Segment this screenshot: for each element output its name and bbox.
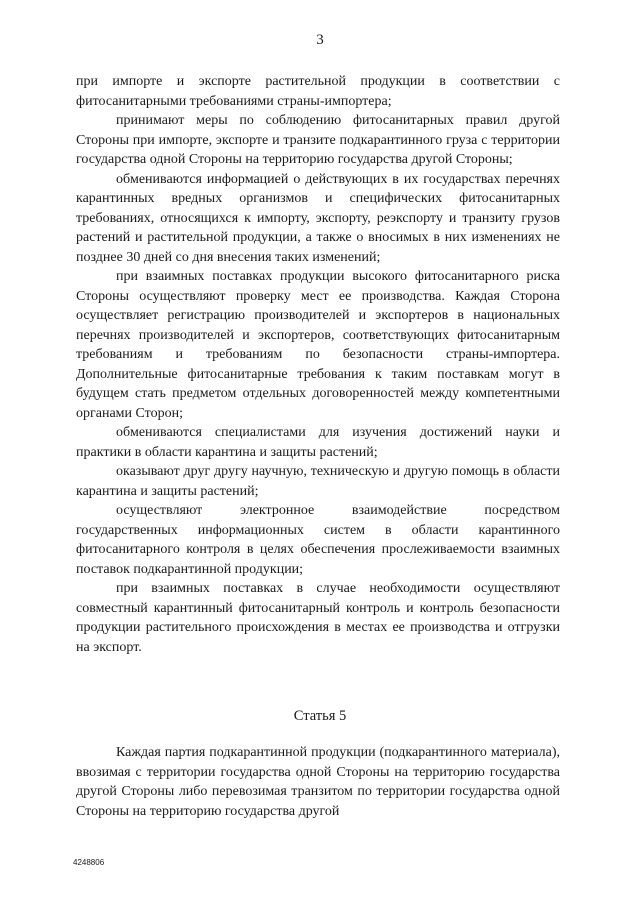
document-id: 4248806 — [73, 858, 105, 867]
paragraph: при импорте и экспорте растительной продукции в соответствии с фитосанитарными требованиями страны-импортера; — [76, 74, 560, 109]
paragraph: оказывают друг другу научную, техническую и другую помощь в области карантина и защиты растений; — [76, 464, 560, 499]
paragraph: обмениваются информацией о действующих в их государствах перечнях карантинных вредных организмов и специфических фитосанитарных требованиях, относящихся к импорту, экспорту, реэкспорту и транзиту грузов растений и растительной продукции, а также о вносимых в них изменениях не позднее 30 дней со дня внесения таких изменений; — [76, 171, 560, 265]
paragraph: при взаимных поставках в случае необходимости осуществляют совместный карантинный фитосанитарный контроль и контроль безопасности продукции растительного происхождения в местах ее производства и отгрузки на экспорт. — [76, 581, 560, 655]
paragraph: принимают меры по соблюдению фитосанитарных правил другой Стороны при импорте, экспорте и транзите подкарантинного груза с территории государства одной Стороны на территорию государства другой Стороны; — [76, 113, 560, 167]
page-number: 3 — [316, 32, 324, 48]
article-heading: Статья 5 — [293, 708, 347, 724]
paragraph: при взаимных поставках продукции высокого фитосанитарного риска Стороны осуществляют проверку мест ее производства. Каждая Сторона осуществляет регистрацию производителей и экспортеров в национальных перечнях производителей и экспортеров, соответствующих фитосанитарным требованиям и требованиям по безопасности страны-импортера. Дополнительные фитосанитарные требования к таким поставкам могут в будущем стать предметом отдельных договоренностей между компетентными органами Сторон; — [76, 269, 560, 421]
paragraph: Каждая партия подкарантинной продукции (подкарантинного материала), ввозимая с территории государства одной Стороны на территорию государства другой Стороны либо перевозимая транзитом по территории государства одной Стороны на территорию государства другой — [76, 745, 560, 819]
paragraph: осуществляют электронное взаимодействие посредством государственных информационных систем в области карантинного фитосанитарного контроля в целях обеспечения прослеживаемости взаимных поставок подкарантинной продукции; — [76, 503, 560, 577]
document-body — [76, 72, 560, 657]
article-body — [76, 743, 560, 821]
paragraph: обмениваются специалистами для изучения достижений науки и практики в области карантина и защиты растений; — [76, 425, 560, 460]
